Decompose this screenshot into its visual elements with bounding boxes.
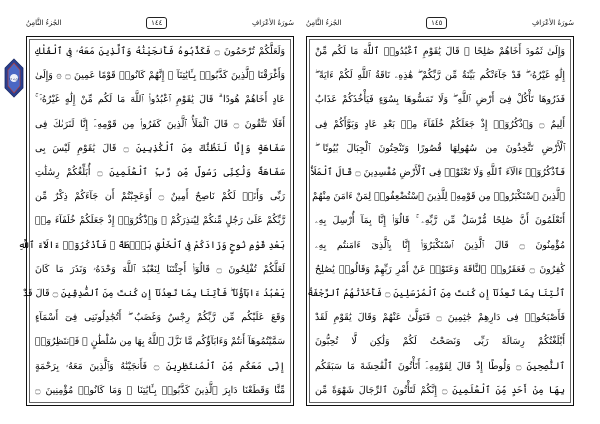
left-page-text-line: أَفَلَا تَتَّقُونَ ۝ قَالَ ٱلْمَلَأُ ٱلَّذِينَ كَفَرُوا۟ مِن قَوْمِهِۦٓ إِنَّا لَنَرَىٰكَ فِى xyxy=(35,118,285,130)
left-page-text-line: وَلَعَلَّكُمْ تُرْحَمُونَ ۝ فَكَذَّبُوهُ فَأَنجَيْنَٰهُ وَٱلَّذِينَ مَعَهُۥ فِى ٱلْفُلْكِ xyxy=(35,46,285,57)
right-page-text-line: أَبْلَغْتُكُمْ رِسَالَةَ رَبِّى وَنَصَحْتُ لَكُمْ وَلَٰكِن لَّا تُحِبُّونَ xyxy=(315,336,565,348)
right-page-text-line: ٱلَّذِينَ ٱسْتَكْبَرُوا۟ مِن قَوْمِهِۦ لِلَّذِينَ ٱسْتُضْعِفُوا۟ لِمَنْ ءَامَنَ مِنْهُمْ xyxy=(312,191,565,203)
right-page-header xyxy=(306,14,574,32)
right-header-surah: سُورَةُ الأعْرَافِ xyxy=(532,19,574,27)
right-page-number: ١٤٥ xyxy=(426,17,447,29)
left-page-text-line: مِّنَّا وَقَطَعْنَا دَابِرَ ٱلَّذِينَ كَذَّبُوا۟ بِـَٔايَٰتِنَا ۖ وَمَا كَانُوا۟ مُؤْمِنِينَ ۝ xyxy=(35,384,285,396)
left-page xyxy=(18,14,294,406)
left-page-text-line: سَفَاهَةٍ وَإِنَّا لَنَظُنُّكَ مِنَ ٱلْكَٰذِبِينَ ۝ قَالَ يَٰقَوْمِ لَيْسَ بِى xyxy=(35,142,285,154)
left-page-text-line: رَبِّى وَأَنَا۠ لَكُمْ نَاصِحٌ أَمِينٌ ۝ أَوَعَجِبْتُمْ أَن جَآءَكُمْ ذِكْرٌ مِّن xyxy=(35,191,286,203)
left-header-surah: سُورَةُ الأعْرَافِ xyxy=(252,19,294,27)
left-page-text-line: عَادٍ أَخَاهُمْ هُودًا ۗ قَالَ يَٰقَوْمِ ٱعْبُدُوا۟ ٱللَّهَ مَا لَكُم مِّنْ إِلَٰهٍ غَيْرُهُۥٓ ۚ xyxy=(35,94,285,106)
right-page xyxy=(306,14,574,406)
left-page-number: ١٤٤ xyxy=(146,17,167,29)
left-page-frame xyxy=(18,36,294,406)
left-page-text-line: لَعَلَّكُمْ تُفْلِحُونَ ۝ قَالُوٓا۟ أَجِئْتَنَا لِنَعْبُدَ ٱللَّهَ وَحْدَهُۥ وَنَذَرَ مَا كَانَ xyxy=(35,263,285,275)
right-page-text-line: وَإِلَىٰ ثَمُودَ أَخَاهُمْ صَٰلِحًا ۗ قَالَ يَٰقَوْمِ ٱعْبُدُوا۟ ٱللَّهَ مَا لَكُم مِّنْ xyxy=(315,46,565,57)
left-page-text-line: بَعْدِ قَوْمِ نُوحٍ وَزَادَكُمْ فِى ٱلْخَلْقِ بَصْۜطَةً ۖ فَٱذْكُرُوٓا۟ ءَالَآءَ ٱللَّهِ xyxy=(18,239,285,251)
left-page-text-line: سَمَّيْتُمُوهَآ أَنتُمْ وَءَابَآؤُكُم مَّا نَزَّلَ ٱللَّهُ بِهَا مِن سُلْطَٰنٍ ۚ فَٱنتَظِرُوٓا۟ xyxy=(35,336,285,348)
right-page-frame xyxy=(306,36,574,406)
left-page-text-line: سَفَاهَةٌ وَلَٰكِنِّى رَسُولٌ مِّن رَّبِّ ٱلْعَٰلَمِينَ ۝ أُبَلِّغُكُمْ رِسَٰلَٰتِ xyxy=(35,167,285,179)
hizb-marker-icon xyxy=(4,58,24,98)
right-page-text-line: أَلِيمٌ ۝ وَٱذْكُرُوٓا۟ إِذْ جَعَلَكُمْ خُلَفَآءَ مِنۢ بَعْدِ عَادٍ وَبَوَّأَكُمْ فِى xyxy=(315,118,565,130)
right-page-text-line: فَذَرُوهَا تَأْكُلْ فِىٓ أَرْضِ ٱللَّهِ ۖ وَلَا تَمَسُّوهَا بِسُوٓءٍ فَيَأْخُذَكُمْ عَذَابٌ xyxy=(315,94,565,106)
right-page-text-line: ٱلنَّٰصِحِينَ ۝ وَلُوطًا إِذْ قَالَ لِقَوْمِهِۦٓ أَتَأْتُونَ ٱلْفَٰحِشَةَ مَا سَبَقَكُم xyxy=(315,360,566,372)
right-page-text-line: ٱلْأَرْضِ تَتَّخِذُونَ مِن سُهُولِهَا قُصُورًا وَتَنْحِتُونَ ٱلْجِبَالَ بُيُوتًا ۖ xyxy=(315,142,565,154)
right-header-juz: الجُزءُ الثَّامِنُ xyxy=(306,19,342,27)
left-page-text-line: وَأَغْرَقْنَا ٱلَّذِينَ كَذَّبُوا۟ بِـَٔايَٰتِنَآ ۚ إِنَّهُمْ كَانُوا۟ قَوْمًا عَمِينَ ۝ ۞ وَإِلَىٰ xyxy=(35,70,285,82)
left-page-text-line: يَعْبُدُ ءَابَآؤُنَا ۖ فَأْتِنَا بِمَا تَعِدُنَآ إِن كُنتَ مِنَ ٱلصَّٰدِقِينَ ۝ قَالَ قَدْ xyxy=(23,288,285,300)
left-header-juz: الجُزءُ الثَّامِنُ xyxy=(26,19,62,27)
right-page-text-line: ٱئْتِنَا بِمَا تَعِدُنَآ إِن كُنتَ مِنَ ٱلْمُرْسَلِينَ ۝ فَأَخَذَتْهُمُ ٱلرَّجْفَةُ xyxy=(307,288,565,300)
right-page-text-line: مُؤْمِنُونَ ۝ قَالَ ٱلَّذِينَ ٱسْتَكْبَرُوٓا۟ إِنَّا بِٱلَّذِىٓ ءَامَنتُم بِهِۦ xyxy=(315,239,565,251)
left-page-header xyxy=(26,14,294,32)
right-page-text-line: إِلَٰهٍ غَيْرُهُۥ ۖ قَدْ جَآءَتْكُم بَيِّنَةٌ مِّن رَّبِّكُمْ ۖ هَٰذِهِۦ نَاقَةُ ٱللَّهِ لَكُمْ ءَايَةً ۖ xyxy=(315,70,565,82)
right-page-text-line: بِهَا مِنْ أَحَدٍ مِّنَ ٱلْعَٰلَمِينَ ۝ إِنَّكُمْ لَتَأْتُونَ ٱلرِّجَالَ شَهْوَةً مِّن xyxy=(315,384,565,396)
left-page-text xyxy=(18,43,286,399)
left-page-text-line: إِنِّى مَعَكُم مِّنَ ٱلْمُنتَظِرِينَ ۝ فَأَنجَيْنَٰهُ وَٱلَّذِينَ مَعَهُۥ بِرَحْمَةٍ xyxy=(35,360,285,372)
left-page-text-line: رَّبِّكُمْ عَلَىٰ رَجُلٍ مِّنكُمْ لِيُنذِرَكُمْ ۚ وَٱذْكُرُوٓا۟ إِذْ جَعَلَكُمْ خُلَفَآءَ مِنۢ xyxy=(35,215,285,227)
right-page-text xyxy=(307,43,566,399)
left-page-text-line: وَقَعَ عَلَيْكُم مِّن رَّبِّكُمْ رِجْسٌ وَغَضَبٌ ۖ أَتُجَٰدِلُونَنِى فِىٓ أَسْمَآءٍ xyxy=(35,312,285,324)
right-page-text-line: أَتَعْلَمُونَ أَنَّ صَٰلِحًا مُّرْسَلٌ مِّن رَّبِّهِۦ ۚ قَالُوٓا۟ إِنَّا بِمَآ أُرْسِلَ بِهِۦ xyxy=(315,215,565,227)
right-page-text-line: كَٰفِرُونَ ۝ فَعَقَرُوا۟ ٱلنَّاقَةَ وَعَتَوْا۟ عَنْ أَمْرِ رَبِّهِمْ وَقَالُوا۟ يَٰصَٰلِحُ xyxy=(315,263,565,275)
right-page-text-line: فَأَصْبَحُوا۟ فِى دَارِهِمْ جَٰثِمِينَ ۝ فَتَوَلَّىٰ عَنْهُمْ وَقَالَ يَٰقَوْمِ لَقَدْ xyxy=(315,312,565,324)
hizb-marker-label: حِزْبُ ١٦ xyxy=(8,77,20,81)
right-page-text-line: فَٱذْكُرُوٓا۟ ءَالَآءَ ٱللَّهِ وَلَا تَعْثَوْا۟ فِى ٱلْأَرْضِ مُفْسِدِينَ ۝ قَالَ ٱلْمَلَأُ xyxy=(310,167,565,179)
